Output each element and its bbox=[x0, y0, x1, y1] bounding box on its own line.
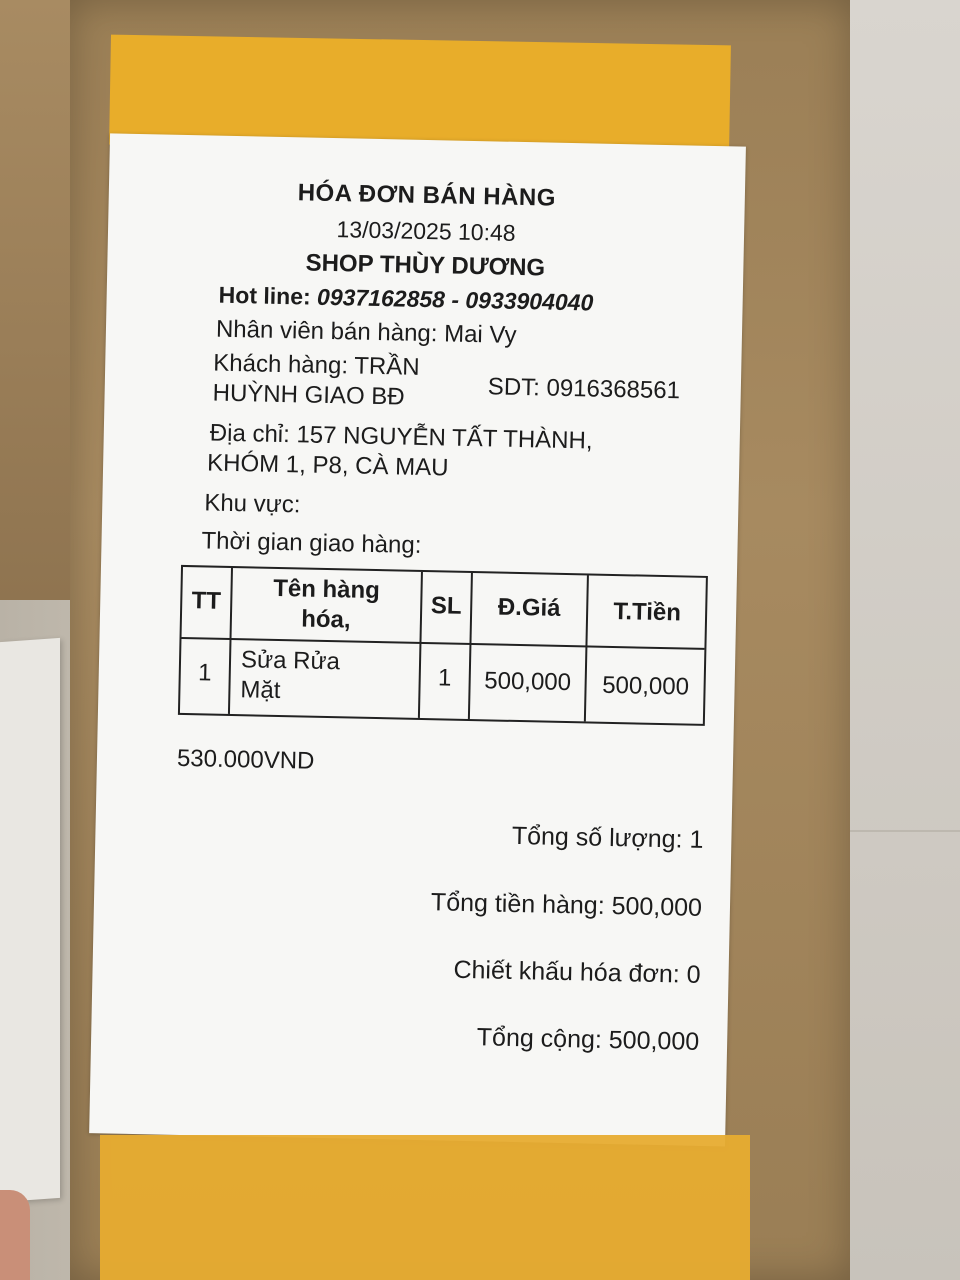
total-quantity: Tổng số lượng: 1 bbox=[511, 821, 704, 854]
header-name-2: hóa, bbox=[300, 605, 351, 634]
address-line-2: KHÓM 1, P8, CÀ MAU bbox=[206, 449, 449, 482]
row-price: 500,000 bbox=[484, 667, 572, 697]
items-table bbox=[178, 565, 708, 726]
hotline-label: Hot line: bbox=[218, 281, 318, 310]
shop-name: SHOP THÙY DƯƠNG bbox=[305, 249, 546, 282]
row-name-2: Mặt bbox=[240, 676, 281, 705]
receipt-paper bbox=[89, 133, 746, 1146]
invoice-discount: Chiết khấu hóa đơn: 0 bbox=[453, 955, 701, 989]
row-tt: 1 bbox=[197, 659, 212, 687]
delivery-time-line: Thời gian giao hàng: bbox=[201, 527, 422, 559]
row-name-1: Sửa Rửa bbox=[240, 646, 341, 676]
customer-phone: SDT: 0916368561 bbox=[487, 373, 681, 405]
hotline bbox=[218, 282, 593, 317]
header-price: Đ.Giá bbox=[497, 593, 561, 622]
total-goods: Tổng tiền hàng: 500,000 bbox=[430, 888, 703, 922]
header-qty: SL bbox=[430, 592, 462, 620]
address-line-1: Địa chỉ: 157 NGUYỄN TẤT THÀNH, bbox=[209, 419, 593, 455]
grand-total: Tổng cộng: 500,000 bbox=[476, 1023, 700, 1056]
row-qty: 1 bbox=[437, 664, 452, 692]
receipt-datetime: 13/03/2025 10:48 bbox=[336, 216, 516, 246]
receipt-title: HÓA ĐƠN BÁN HÀNG bbox=[297, 179, 557, 212]
customer-line-1: Khách hàng: TRẦN bbox=[212, 349, 420, 381]
handwritten-total: 530.000VND bbox=[176, 744, 315, 775]
header-tt: TT bbox=[191, 587, 222, 615]
row-amount: 500,000 bbox=[601, 671, 690, 701]
staff-line: Nhân viên bán hàng: Mai Vy bbox=[215, 315, 517, 349]
hand-finger bbox=[0, 1190, 30, 1280]
packing-tape-bottom bbox=[100, 1135, 750, 1280]
header-name-1: Tên hàng bbox=[272, 574, 381, 605]
header-amount: T.Tiền bbox=[613, 597, 682, 627]
hotline-numbers: 0937162858 - 0933904040 bbox=[316, 283, 594, 316]
side-cardboard-box bbox=[0, 0, 70, 600]
side-paper-document bbox=[0, 638, 60, 1202]
customer-line-2: HUỲNH GIAO BĐ bbox=[212, 379, 405, 411]
area-line: Khu vực: bbox=[204, 489, 301, 519]
